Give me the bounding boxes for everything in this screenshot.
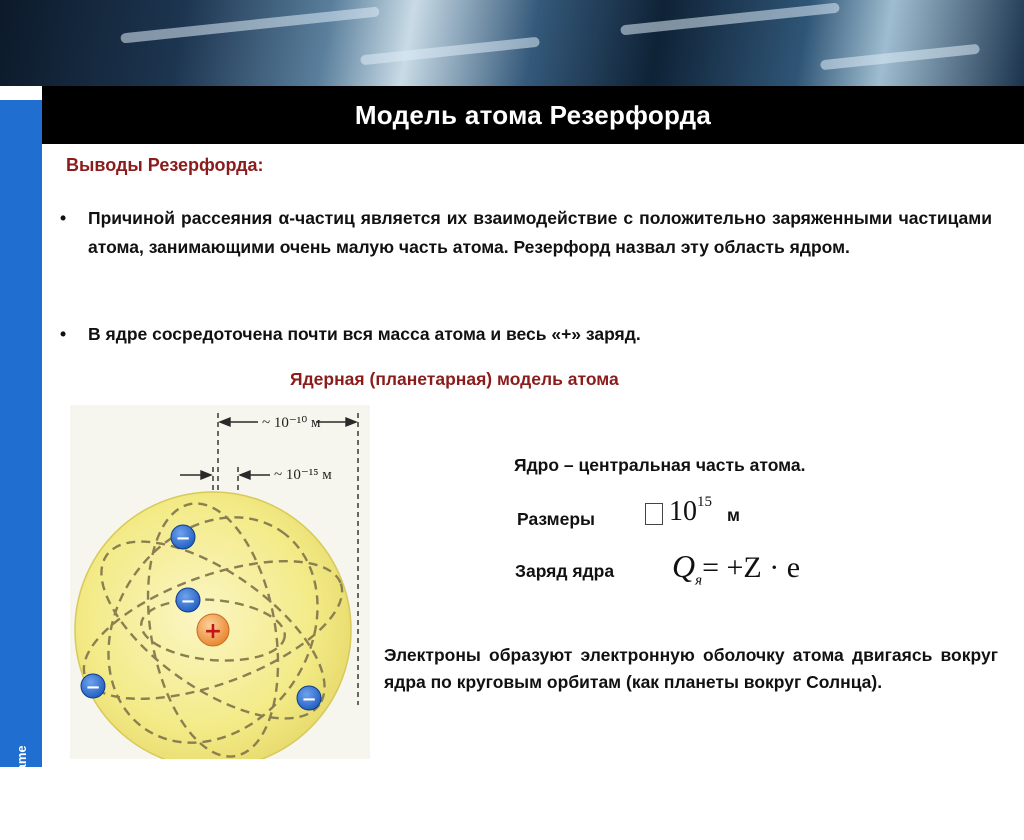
electrons-paragraph: Электроны образуют электронную оболочку атома двигаясь вокруг ядра по круговым орбитам (как планеты вокруг Солнца).	[384, 645, 998, 692]
size-exponent: 15	[697, 493, 712, 510]
nucleus-definition: Ядро – центральная часть атома.	[514, 455, 806, 475]
atom-diagram	[70, 405, 370, 759]
electron-3	[81, 674, 105, 698]
bullet-icon: •	[60, 324, 67, 344]
charge-label: Заряд ядра	[515, 561, 615, 581]
atom-size-label: ~ 10⁻¹⁰ м	[262, 415, 321, 431]
nucleus-size-label: ~ 10⁻¹⁵ м	[274, 467, 332, 483]
svg-text:−: −	[180, 591, 196, 612]
nucleus-plus-sign: +	[203, 619, 223, 644]
bullet-item-mass	[60, 320, 992, 349]
electron-4	[297, 686, 321, 710]
company-name-label: company name	[14, 745, 29, 840]
size-label: Размеры	[517, 509, 595, 529]
electron-2	[176, 588, 200, 612]
bullet-icon: •	[60, 208, 67, 228]
electron-1	[171, 525, 195, 549]
conclusions-heading: Выводы Резерфорда:	[66, 155, 264, 175]
bullet-item-scattering	[60, 204, 992, 262]
bullet-text: В ядре сосредоточена почти вся масса атома и весь «+» заряд.	[88, 324, 641, 344]
svg-text:−: −	[175, 528, 191, 549]
approx-box-icon	[645, 503, 663, 525]
model-caption: Ядерная (планетарная) модель атома	[290, 369, 619, 389]
size-value: 10	[669, 496, 697, 527]
size-unit: м	[727, 505, 740, 525]
sidebar-strip	[0, 100, 42, 840]
header-banner-image	[0, 0, 1024, 86]
title-bar	[42, 86, 1024, 144]
svg-text:−: −	[301, 689, 317, 710]
svg-text:−: −	[85, 677, 101, 698]
charge-formula: $Q_я= +Z \cdot e$	[672, 548, 801, 589]
charge-formula-rhs: = +Z · e	[702, 551, 801, 584]
size-formula	[645, 493, 712, 528]
bullet-text: Причиной рассеяния α-частиц является их взаимодействие с положительно заряженными частицами атома, занимающими очень малую часть атома. Резерфорд назвал эту область ядром.	[88, 208, 992, 257]
slide-title: Модель атома Резерфорда	[354, 99, 712, 130]
